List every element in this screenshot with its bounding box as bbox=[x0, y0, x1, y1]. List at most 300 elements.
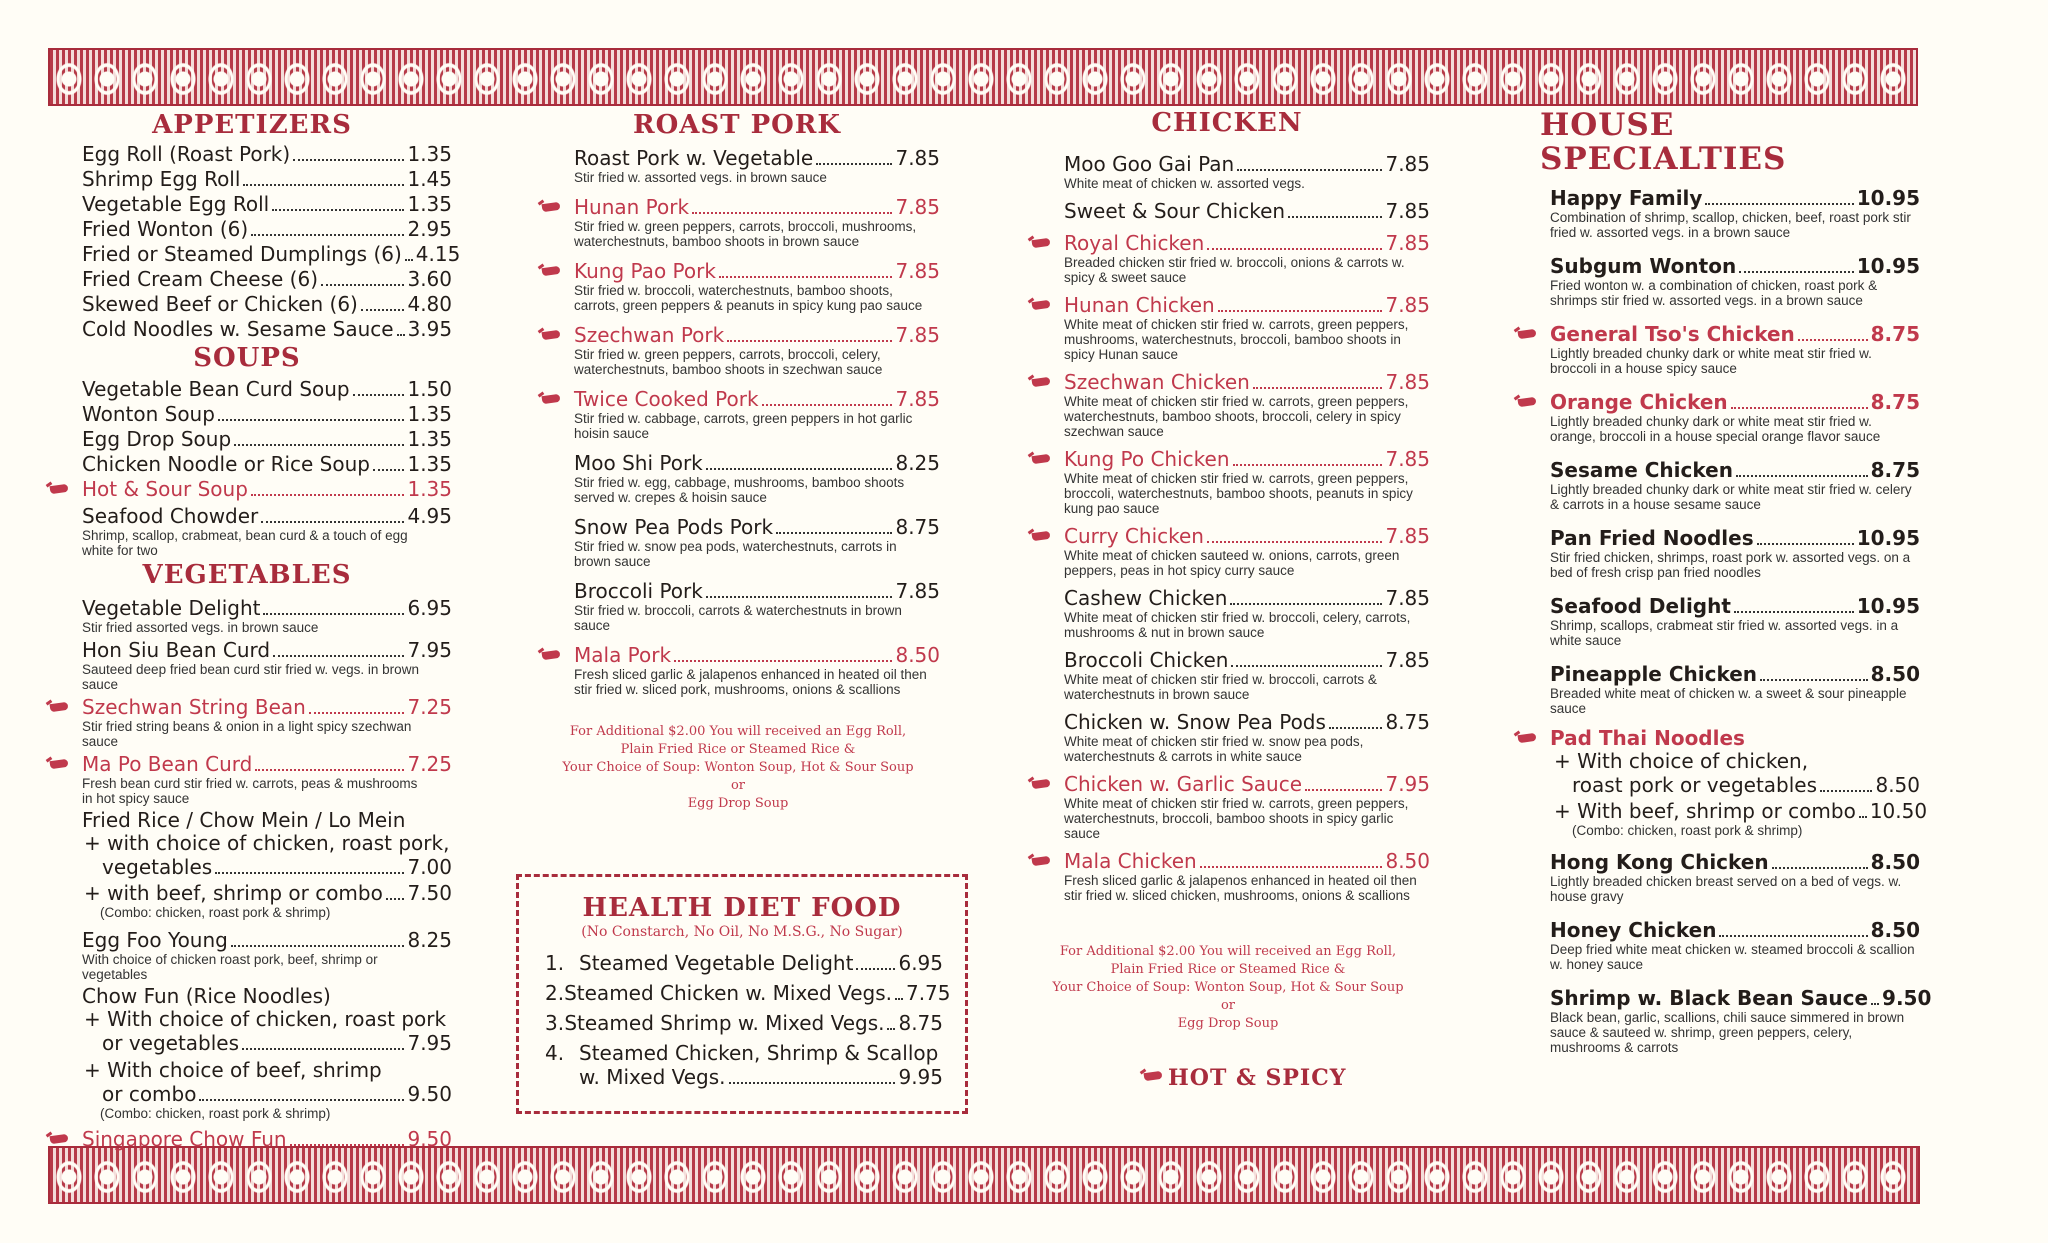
item-description: Stir fried w. green peppers, carrots, broccoli, celery, waterchestnuts, bamboo shoots in szechwan sauce bbox=[574, 347, 883, 377]
item-price: 7.95 bbox=[1385, 772, 1430, 796]
item-name: Vegetable Delight bbox=[82, 596, 261, 620]
item-price: 8.75 bbox=[1870, 390, 1920, 414]
menu-item-seafood-delight bbox=[1550, 594, 1920, 648]
leader-dots bbox=[719, 276, 893, 278]
leader-dots bbox=[816, 163, 892, 165]
decorative-border-bottom bbox=[48, 1146, 1920, 1204]
item-description: White meat of chicken stir fried w. carrots, green peppers, broccoli, waterchestnuts, bamboo shoots, peanuts in spicy kung pao sauce bbox=[1064, 471, 1413, 516]
item-description: Stir fried w. assorted vegs. in brown sauce bbox=[574, 170, 827, 185]
menu-item-egg-foo-young bbox=[82, 928, 452, 982]
leader-dots bbox=[234, 444, 404, 446]
item-name: Mala Chicken bbox=[1064, 849, 1197, 873]
hot-pepper-icon bbox=[48, 1133, 72, 1145]
appetizers-list bbox=[82, 142, 461, 341]
leader-dots bbox=[405, 259, 413, 261]
note-line: Plain Fried Rice or Steamed Rice & bbox=[620, 742, 856, 757]
item-name: Chicken w. Snow Pea Pods bbox=[1064, 710, 1326, 734]
item-price: 3.60 bbox=[407, 267, 452, 291]
leader-dots bbox=[895, 998, 903, 1000]
pad-thai-option-2 bbox=[1550, 799, 1928, 823]
leader-dots bbox=[1207, 248, 1382, 250]
menu-item-vegetable-bean-curd-soup bbox=[82, 377, 452, 401]
leader-dots bbox=[361, 309, 405, 311]
health-menu-item bbox=[545, 981, 951, 1005]
leader-dots bbox=[776, 532, 892, 534]
leader-dots bbox=[729, 1082, 896, 1084]
hot-pepper-icon bbox=[540, 265, 564, 277]
item-name: Sweet & Sour Chicken bbox=[1064, 199, 1286, 223]
menu-item-skewed-beef-or-chicken-6 bbox=[82, 292, 452, 316]
menu-item-broccoli-chicken bbox=[1064, 648, 1430, 702]
hot-pepper-icon bbox=[1030, 778, 1054, 790]
item-description: Breaded white meat of chicken w. a sweet & sour pineapple sauce bbox=[1550, 686, 1907, 716]
item-description: Stir fried w. green peppers, carrots, broccoli, mushrooms, waterchestnuts, bamboo shoots in brown sauce bbox=[574, 219, 917, 249]
item-description: Lightly breaded chunky dark or white meat stir fried w. celery & carrots in a house sesame sauce bbox=[1550, 482, 1912, 512]
pad-thai-combo-note: (Combo: chicken, roast pork & shrimp) bbox=[1572, 823, 1803, 838]
leader-dots bbox=[1200, 866, 1383, 868]
chicken-combo-note bbox=[1048, 943, 1408, 1033]
item-price: 8.50 bbox=[1870, 850, 1920, 874]
menu-item-mala-pork bbox=[574, 643, 940, 697]
menu-item-wonton-soup bbox=[82, 402, 452, 426]
item-price: 8.50 bbox=[1870, 662, 1920, 686]
item-name: Pan Fried Noodles bbox=[1550, 526, 1754, 550]
item-name: Fried or Steamed Dumplings (6) bbox=[82, 242, 402, 266]
item-description: Fried wonton w. a combination of chicken, roast pork & shrimps stir fried w. assorted vegs. in a brown sauce bbox=[1550, 278, 1878, 308]
item-price: 6.95 bbox=[898, 951, 943, 975]
item-name: Curry Chicken bbox=[1064, 524, 1204, 548]
leader-dots bbox=[706, 596, 893, 598]
leader-dots bbox=[251, 234, 404, 236]
item-name: Egg Foo Young bbox=[82, 928, 228, 952]
menu-item-subgum-wonton bbox=[1550, 254, 1920, 308]
hot-pepper-icon bbox=[1030, 453, 1054, 465]
menu-item-hunan-chicken bbox=[1064, 293, 1430, 362]
menu-item-hunan-pork bbox=[574, 195, 940, 249]
leader-dots bbox=[215, 872, 404, 874]
leader-dots bbox=[243, 184, 404, 186]
item-price: 7.85 bbox=[1385, 231, 1430, 255]
item-name: Moo Shi Pork bbox=[574, 451, 703, 475]
leader-dots bbox=[397, 334, 405, 336]
health-menu-item bbox=[545, 1041, 943, 1089]
item-price: 7.85 bbox=[895, 195, 940, 219]
item-price: 1.35 bbox=[407, 402, 452, 426]
menu-item-happy-family bbox=[1550, 186, 1920, 240]
item-price: 10.95 bbox=[1856, 254, 1920, 278]
menu-item-curry-chicken bbox=[1064, 524, 1430, 578]
hot-pepper-icon bbox=[1030, 237, 1054, 249]
item-name: Steamed Chicken w. Mixed Vegs. bbox=[564, 981, 892, 1005]
item-name: Roast Pork w. Vegetable bbox=[574, 146, 814, 170]
item-name: Hunan Pork bbox=[574, 195, 690, 219]
leader-dots bbox=[1871, 1003, 1879, 1005]
menu-item-mala-chicken bbox=[1064, 849, 1430, 903]
leader-dots bbox=[263, 613, 404, 615]
column-roast-pork bbox=[562, 110, 940, 813]
item-name: Shrimp Egg Roll bbox=[82, 167, 241, 191]
item-description: White meat of chicken stir fried w. broccoli, celery, carrots, mushrooms & nut in brown sauce bbox=[1064, 610, 1411, 640]
menu-item-shrimp-w-black-bean-sauce bbox=[1550, 986, 1932, 1055]
item-name: Fried Wonton (6) bbox=[82, 217, 249, 241]
item-name: Happy Family bbox=[1550, 186, 1703, 210]
menu-item-fried-cream-cheese-6 bbox=[82, 267, 452, 291]
item-name: Wonton Soup bbox=[82, 402, 215, 426]
roast-pork-heading: ROAST PORK bbox=[632, 110, 841, 140]
item-name: Szechwan Pork bbox=[574, 323, 725, 347]
leader-dots bbox=[1305, 789, 1382, 791]
item-price: 1.35 bbox=[407, 477, 452, 501]
house-specialties-heading: HOUSE SPECIALTIES bbox=[1540, 107, 1787, 177]
chicken-list bbox=[1064, 152, 1430, 903]
leader-dots bbox=[1231, 665, 1382, 667]
leader-dots bbox=[1772, 867, 1868, 869]
item-number: 4. bbox=[545, 1041, 565, 1065]
item-name: Mala Pork bbox=[574, 643, 672, 667]
leader-dots bbox=[199, 1099, 404, 1101]
leader-dots bbox=[353, 394, 405, 396]
leader-dots bbox=[692, 212, 892, 214]
item-price: 9.50 bbox=[407, 1127, 452, 1151]
item-name: + with beef, shrimp or combo bbox=[84, 881, 383, 905]
item-price: 10.95 bbox=[1856, 526, 1920, 550]
menu-item-hon-siu-bean-curd bbox=[82, 638, 452, 692]
health-diet-food-box bbox=[516, 874, 968, 1114]
item-description: Lightly breaded chunky dark or white meat stir fried w. orange, broccoli in a house special orange flavor sauce bbox=[1550, 414, 1881, 444]
health-diet-list bbox=[519, 941, 965, 1089]
column-appetizers bbox=[82, 110, 461, 1151]
item-price: 7.85 bbox=[1385, 586, 1430, 610]
item-name: Pineapple Chicken bbox=[1550, 662, 1758, 686]
item-price: 7.85 bbox=[1385, 152, 1430, 176]
item-name: Seafood Delight bbox=[1550, 594, 1731, 618]
leader-dots bbox=[1233, 464, 1383, 466]
item-price: 8.75 bbox=[1385, 710, 1430, 734]
item-number: 1. bbox=[545, 951, 565, 975]
leader-dots bbox=[1734, 611, 1854, 613]
health-menu-item bbox=[545, 1011, 943, 1035]
leader-dots bbox=[386, 898, 405, 900]
item-price: 8.50 bbox=[1870, 918, 1920, 942]
menu-item-hong-kong-chicken bbox=[1550, 850, 1920, 904]
item-price: 9.50 bbox=[1882, 986, 1932, 1010]
leader-dots bbox=[1237, 169, 1382, 171]
item-price: 7.85 bbox=[1385, 648, 1430, 672]
leader-dots bbox=[1736, 475, 1868, 477]
leader-dots bbox=[1859, 816, 1867, 818]
item-description: Stir fried chicken, shrimps, roast pork w. assorted vegs. on a bed of fresh crisp pan fried noodles bbox=[1550, 550, 1911, 580]
item-name: Vegetable Egg Roll bbox=[82, 192, 270, 216]
leader-dots bbox=[290, 1144, 405, 1146]
item-description: Breaded chicken stir fried w. broccoli, onions & carrots w. spicy & sweet sauce bbox=[1064, 255, 1405, 285]
chow-fun-option-1-cont bbox=[82, 1031, 452, 1055]
item-name: Hong Kong Chicken bbox=[1550, 850, 1769, 874]
hot-pepper-icon bbox=[1030, 530, 1054, 542]
leader-dots bbox=[1757, 543, 1854, 545]
menu-item-seafood-chowder bbox=[82, 504, 452, 558]
menu-item-snow-pea-pods-pork bbox=[574, 515, 940, 569]
item-description: Stir fried w. cabbage, carrots, green peppers in hot garlic hoisin sauce bbox=[574, 411, 913, 441]
item-name: Subgum Wonton bbox=[1550, 254, 1737, 278]
hot-spicy-label: HOT & SPICY bbox=[1168, 1065, 1347, 1091]
item-description: Lightly breaded chunky dark or white meat stir fried w. broccoli in a house spicy sauce bbox=[1550, 346, 1872, 376]
leader-dots bbox=[1329, 727, 1383, 729]
hot-pepper-icon bbox=[1516, 328, 1540, 340]
menu-item-pan-fried-noodles bbox=[1550, 526, 1920, 580]
menu-item-royal-chicken bbox=[1064, 231, 1430, 285]
item-price: 7.00 bbox=[407, 855, 452, 879]
item-description: With choice of chicken roast pork, beef, shrimp or vegetables bbox=[82, 952, 378, 982]
leader-dots bbox=[856, 968, 895, 970]
item-price: 8.75 bbox=[1870, 458, 1920, 482]
menu-item-moo-goo-gai-pan bbox=[1064, 152, 1430, 191]
item-price: 9.95 bbox=[898, 1065, 943, 1089]
hot-pepper-icon bbox=[540, 393, 564, 405]
item-price: 8.50 bbox=[1385, 849, 1430, 873]
item-price: 8.50 bbox=[895, 643, 940, 667]
menu-item-sweet-sour-chicken bbox=[1064, 199, 1430, 223]
item-name: w. Mixed Vegs. bbox=[579, 1065, 726, 1089]
item-description: Stir fried w. snow pea pods, waterchestnuts, carrots in brown sauce bbox=[574, 539, 897, 569]
item-price: 1.45 bbox=[407, 167, 452, 191]
leader-dots bbox=[373, 469, 404, 471]
item-description: White meat of chicken stir fried w. carrots, green peppers, mushrooms, waterchestnuts, broccoli, bamboo shoots in spicy Hunan sauce bbox=[1064, 317, 1409, 362]
menu-item-general-tso-s-chicken bbox=[1550, 322, 1920, 376]
item-name: or vegetables bbox=[102, 1031, 240, 1055]
item-name: Egg Drop Soup bbox=[82, 427, 232, 451]
note-line: Egg Drop Soup bbox=[1177, 1016, 1279, 1031]
item-price: 8.75 bbox=[1870, 322, 1920, 346]
item-price: 10.95 bbox=[1856, 186, 1920, 210]
menu-item-ma-po-bean-curd bbox=[82, 752, 452, 806]
menu-item-chicken-w-snow-pea-pods bbox=[1064, 710, 1430, 764]
pad-thai-option-1-cont bbox=[1550, 773, 1920, 797]
leader-dots bbox=[1731, 407, 1868, 409]
item-price: 1.35 bbox=[407, 192, 452, 216]
item-price: 4.15 bbox=[415, 242, 461, 266]
item-number: 2. bbox=[545, 981, 565, 1005]
soups-heading: SOUPS bbox=[193, 343, 301, 373]
item-description: Shrimp, scallops, crabmeat stir fried w. assorted vegs. in a white sauce bbox=[1550, 618, 1899, 648]
item-description: White meat of chicken w. assorted vegs. bbox=[1064, 176, 1305, 191]
health-diet-subtitle: (No Constarch, No Oil, No M.S.G., No Sugar) bbox=[581, 924, 903, 940]
item-name: Steamed Shrimp w. Mixed Vegs. bbox=[564, 1011, 885, 1035]
leader-dots bbox=[706, 468, 893, 470]
item-price: 7.85 bbox=[895, 259, 940, 283]
hot-spicy-legend bbox=[1168, 1063, 1430, 1089]
leader-dots bbox=[1798, 339, 1868, 341]
health-diet-heading: HEALTH DIET FOOD bbox=[582, 893, 902, 923]
item-price: 7.85 bbox=[1385, 293, 1430, 317]
item-description: Deep fried white meat chicken w. steamed broccoli & scallion w. honey sauce bbox=[1550, 942, 1915, 972]
item-name: Szechwan Chicken bbox=[1064, 370, 1250, 394]
item-price: 1.35 bbox=[407, 427, 452, 451]
item-description: Fresh bean curd stir fried w. carrots, peas & mushrooms in hot spicy sauce bbox=[82, 776, 418, 806]
menu-item-roast-pork-w-vegetable bbox=[574, 146, 940, 185]
item-description: Fresh sliced garlic & jalapenos enhanced in heated oil then stir fried w. sliced chicken, mushrooms, onions & scallions bbox=[1064, 873, 1417, 903]
item-price: 9.50 bbox=[407, 1082, 452, 1106]
item-description: White meat of chicken stir fried w. carrots, green peppers, waterchestnuts, bamboo shoots, broccoli, celery in spicy szechwan sauce bbox=[1064, 394, 1409, 439]
item-name: Chicken w. Garlic Sauce bbox=[1064, 772, 1303, 796]
leader-dots bbox=[309, 712, 405, 714]
hot-pepper-icon bbox=[48, 701, 72, 713]
menu-item-broccoli-pork bbox=[574, 579, 940, 633]
column-chicken bbox=[1052, 108, 1430, 1091]
leader-dots bbox=[231, 945, 405, 947]
roast-pork-list bbox=[574, 146, 940, 697]
item-name: Seafood Chowder bbox=[82, 504, 259, 528]
item-description: Sauteed deep fried bean curd stir fried w. vegs. in brown sauce bbox=[82, 662, 419, 692]
menu-item-shrimp-egg-roll bbox=[82, 167, 452, 191]
item-name: Honey Chicken bbox=[1550, 918, 1717, 942]
item-name: roast pork or vegetables bbox=[1572, 773, 1818, 797]
leader-dots bbox=[887, 1028, 895, 1030]
item-price: 10.95 bbox=[1856, 594, 1920, 618]
item-name: Broccoli Pork bbox=[574, 579, 703, 603]
item-description: Black bean, garlic, scallions, chili sauce simmered in brown sauce & sauteed w. shrimp, green peppers, celery, mushrooms & carrots bbox=[1550, 1010, 1905, 1055]
item-description: Stir fried w. broccoli, waterchestnuts, bamboo shoots, carrots, green peppers & peanuts in spicy kung pao sauce bbox=[574, 283, 923, 313]
soups-list bbox=[82, 377, 452, 558]
item-name: Chicken Noodle or Rice Soup bbox=[82, 452, 370, 476]
leader-dots bbox=[1207, 541, 1382, 543]
item-name: Skewed Beef or Chicken (6) bbox=[82, 292, 358, 316]
item-name: Hunan Chicken bbox=[1064, 293, 1215, 317]
item-price: 7.85 bbox=[1385, 370, 1430, 394]
item-description: Fresh sliced garlic & jalapenos enhanced in heated oil then stir fried w. sliced pork, mushrooms, onions & scallions bbox=[574, 667, 927, 697]
hot-pepper-icon bbox=[1030, 376, 1054, 388]
item-price: 7.95 bbox=[407, 1031, 452, 1055]
item-price: 8.25 bbox=[407, 928, 452, 952]
leader-dots bbox=[1288, 216, 1382, 218]
vegetables-heading: VEGETABLES bbox=[142, 560, 352, 590]
item-description: White meat of chicken sauteed w. onions, carrots, green peppers, peas in hot spicy curry sauce bbox=[1064, 548, 1400, 578]
leader-dots bbox=[218, 419, 405, 421]
item-name: Moo Goo Gai Pan bbox=[1064, 152, 1235, 176]
menu-item-twice-cooked-pork bbox=[574, 387, 940, 441]
hot-pepper-icon bbox=[1516, 732, 1540, 744]
hot-pepper-icon bbox=[48, 758, 72, 770]
vegetables-list bbox=[82, 596, 452, 806]
hot-pepper-icon bbox=[48, 483, 72, 495]
item-price: 7.85 bbox=[895, 387, 940, 411]
item-price: 1.50 bbox=[407, 377, 452, 401]
leader-dots bbox=[273, 655, 404, 657]
note-line: Your Choice of Soup: Wonton Soup, Hot & Sour Soup or bbox=[562, 760, 914, 793]
leader-dots bbox=[293, 159, 404, 161]
note-line: Plain Fried Rice or Steamed Rice & bbox=[1110, 962, 1346, 977]
item-price: 3.95 bbox=[407, 317, 453, 341]
item-name: Singapore Chow Fun bbox=[82, 1127, 287, 1151]
menu-item-egg-drop-soup bbox=[82, 427, 452, 451]
chow-fun-title: Chow Fun (Rice Noodles) bbox=[82, 984, 331, 1008]
item-price: 8.75 bbox=[898, 1011, 943, 1035]
note-line: Your Choice of Soup: Wonton Soup, Hot & Sour Soup or bbox=[1052, 980, 1404, 1013]
roast-pork-combo-note bbox=[558, 723, 918, 813]
item-name: Snow Pea Pods Pork bbox=[574, 515, 774, 539]
item-name: Cold Noodles w. Sesame Sauce bbox=[82, 317, 394, 341]
item-name: Pad Thai Noodles bbox=[1550, 726, 1745, 750]
item-name: Egg Roll (Roast Pork) bbox=[82, 142, 291, 166]
item-price: 4.80 bbox=[407, 292, 452, 316]
hot-pepper-icon bbox=[1516, 396, 1540, 408]
menu-item-vegetable-delight bbox=[82, 596, 452, 635]
menu-item-honey-chicken bbox=[1550, 918, 1920, 972]
chow-fun-option-2: + With choice of beef, shrimp bbox=[84, 1058, 382, 1082]
item-price: 4.95 bbox=[407, 504, 452, 528]
leader-dots bbox=[762, 404, 893, 406]
hot-pepper-icon bbox=[540, 201, 564, 213]
item-description: White meat of chicken stir fried w. broccoli, carrots & waterchestnuts in brown sauce bbox=[1064, 672, 1377, 702]
item-price: 8.75 bbox=[895, 515, 940, 539]
item-price: 8.25 bbox=[895, 451, 940, 475]
leader-dots bbox=[1218, 310, 1383, 312]
fried-rice-option-1-cont bbox=[82, 855, 452, 879]
column-house-specialties bbox=[1540, 107, 1932, 1055]
leader-dots bbox=[674, 660, 892, 662]
item-name: or combo bbox=[102, 1082, 197, 1106]
item-description: Stir fried assorted vegs. in brown sauce bbox=[82, 620, 319, 635]
item-price: 7.85 bbox=[1385, 524, 1430, 548]
leader-dots bbox=[1719, 935, 1867, 937]
item-name: Twice Cooked Pork bbox=[574, 387, 759, 411]
menu-item-szechwan-pork bbox=[574, 323, 940, 377]
menu-item-kung-po-chicken bbox=[1064, 447, 1430, 516]
menu-item-fried-or-steamed-dumplings-6 bbox=[82, 242, 461, 266]
item-price: 8.50 bbox=[1875, 773, 1920, 797]
menu-item-chicken-noodle-or-rice-soup bbox=[82, 452, 452, 476]
item-name: Shrimp w. Black Bean Sauce bbox=[1550, 986, 1869, 1010]
menu-item-orange-chicken bbox=[1550, 390, 1920, 444]
item-name: Szechwan String Bean bbox=[82, 695, 306, 719]
leader-dots bbox=[1230, 603, 1382, 605]
leader-dots bbox=[272, 209, 404, 211]
item-price: 7.85 bbox=[895, 579, 940, 603]
item-price: 6.95 bbox=[407, 596, 452, 620]
hot-pepper-icon bbox=[1142, 1070, 1166, 1082]
leader-dots bbox=[1760, 679, 1868, 681]
menu-item-cashew-chicken bbox=[1064, 586, 1430, 640]
item-name: Broccoli Chicken bbox=[1064, 648, 1229, 672]
menu-item-szechwan-string-bean bbox=[82, 695, 452, 749]
menu-item-pineapple-chicken bbox=[1550, 662, 1920, 716]
appetizers-heading: APPETIZERS bbox=[152, 110, 352, 140]
menu-item-chicken-w-garlic-sauce bbox=[1064, 772, 1430, 841]
item-name: vegetables bbox=[102, 855, 213, 879]
fried-rice-option-2 bbox=[82, 881, 452, 905]
leader-dots bbox=[1820, 790, 1872, 792]
item-price: 7.75 bbox=[905, 981, 951, 1005]
item-price: 7.25 bbox=[407, 752, 452, 776]
item-name: Hot & Sour Soup bbox=[82, 477, 248, 501]
item-name: Royal Chicken bbox=[1064, 231, 1205, 255]
menu-item-kung-pao-pork bbox=[574, 259, 940, 313]
chow-fun-combo-note: (Combo: chicken, roast pork & shrimp) bbox=[100, 1106, 331, 1121]
chow-fun-option-2-cont bbox=[82, 1082, 452, 1106]
house-specialties-list bbox=[1550, 186, 1920, 716]
menu-item-singapore-chow-fun bbox=[82, 1127, 452, 1151]
health-menu-item bbox=[545, 951, 943, 975]
chicken-heading: CHICKEN bbox=[1151, 108, 1303, 138]
item-name: Sesame Chicken bbox=[1550, 458, 1733, 482]
leader-dots bbox=[255, 769, 404, 771]
leader-dots bbox=[1739, 271, 1854, 273]
leader-dots bbox=[251, 494, 405, 496]
chow-fun-option-1: + With choice of chicken, roast pork bbox=[84, 1007, 447, 1031]
item-description: White meat of chicken stir fried w. carrots, green peppers, waterchestnuts, broccoli, bamboo shoots in spicy garlic sauce bbox=[1064, 796, 1409, 841]
item-name: Steamed Chicken, Shrimp & Scallop bbox=[579, 1041, 939, 1065]
item-description: Shrimp, scallop, crabmeat, bean curd & a touch of egg white for two bbox=[82, 528, 408, 558]
decorative-border-top bbox=[48, 48, 1918, 106]
